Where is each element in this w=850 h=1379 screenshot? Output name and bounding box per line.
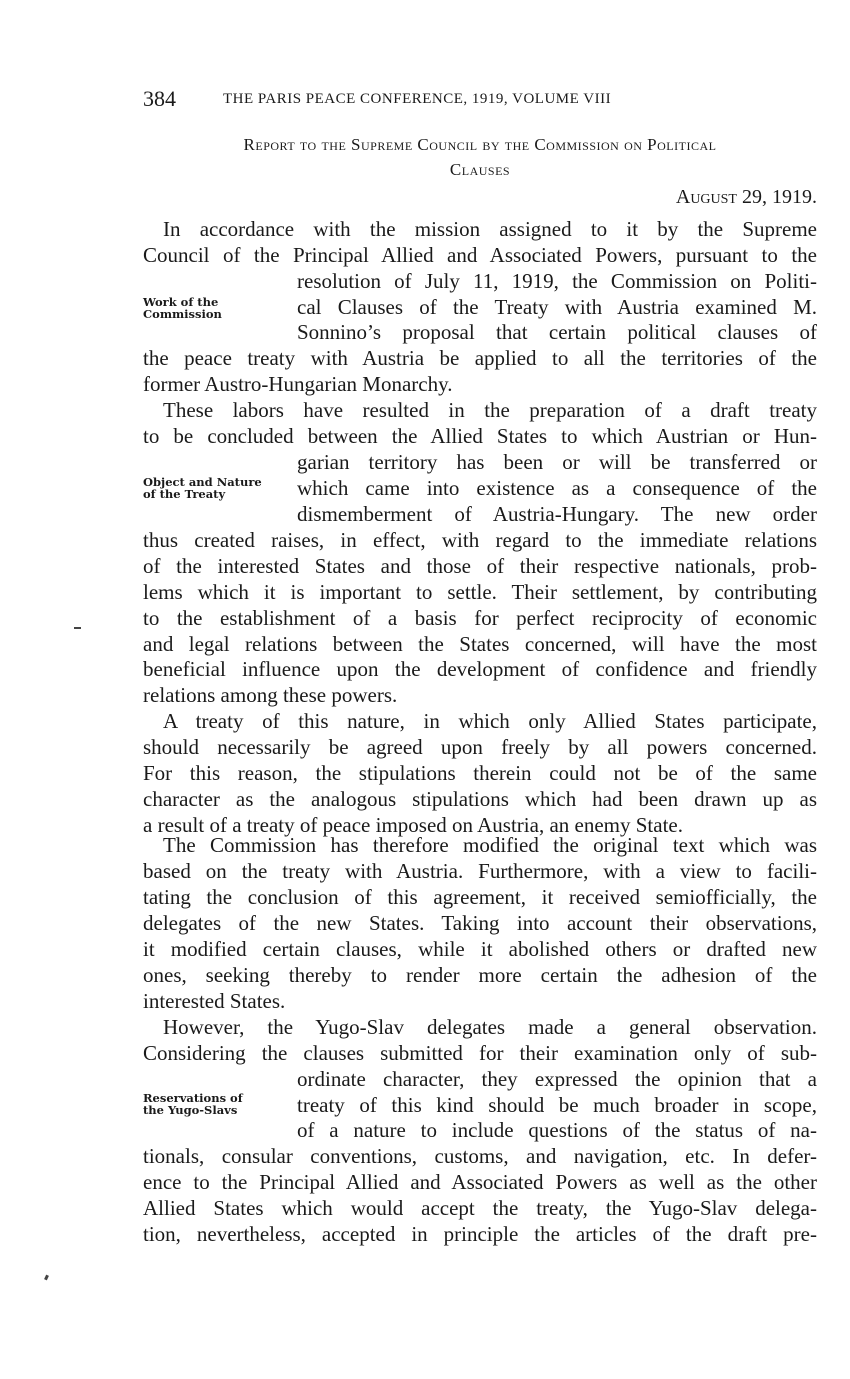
body-line: For this reason, the stipulations therein could not be of the same [143,761,817,785]
body-line: to be concluded between the Allied States to which Austrian or Hun- [143,424,817,448]
body-line: A treaty of this nature, in which only Allied States participate, [163,709,817,733]
body-line: Sonnino’s proposal that certain political clauses of [297,320,817,344]
document-title [143,132,817,182]
body-line: treaty of this kind should be much broader in scope, [297,1093,817,1117]
body-line: Allied States which would accept the treaty, the Yugo-Slav delega- [143,1196,817,1220]
body-line: Council of the Principal Allied and Associated Powers, pursuant to the [143,243,817,267]
body-line: of a nature to include questions of the status of na- [297,1118,817,1142]
body-line: beneficial influence upon the development of confidence and friendly [143,657,817,681]
body-line: to the establishment of a basis for perfect reciprocity of economic [143,606,817,630]
body-line: In accordance with the mission assigned to it by the Supreme [163,217,817,241]
body-line: These labors have resulted in the preparation of a draft treaty [163,398,817,422]
body-line: tating the conclusion of this agreement, it received semiofficially, the [143,885,817,909]
body-line: which came into existence as a consequence of the [297,476,817,500]
body-line: based on the treaty with Austria. Furthermore, with a view to facili- [143,859,817,883]
sidenote-object-and-nature: Object and Nature of the Treaty [143,475,262,501]
body-line: garian territory has been or will be transferred or [297,450,817,474]
body-line: ones, seeking thereby to render more certain the adhesion of the [143,963,817,987]
body-line: it modified certain clauses, while it abolished others or drafted new [143,937,817,961]
body-line: of the interested States and those of their respective nationals, prob- [143,554,817,578]
body-line: thus created raises, in effect, with regard to the immediate relations [143,528,817,552]
scan-speck [74,627,81,629]
body-line: Considering the clauses submitted for their examination only of sub- [143,1041,817,1065]
running-title: THE PARIS PEACE CONFERENCE, 1919, VOLUME VIII [223,91,612,107]
document-title-line-1: Report to the Supreme Council by the Commission on Political [243,135,717,154]
body-line: resolution of July 11, 1919, the Commission on Politi- [297,269,817,293]
running-head [143,86,823,114]
body-line: tion, nevertheless, accepted in principle the articles of the draft pre- [143,1222,817,1246]
body-line: ence to the Principal Allied and Associated Powers as well as the other [143,1170,817,1194]
scan-speck [44,1275,49,1281]
body-line: the peace treaty with Austria be applied to all the territories of the [143,346,817,370]
body-line: cal Clauses of the Treaty with Austria examined M. [297,295,817,319]
body-line: lems which it is important to settle. Their settlement, by contributing [143,580,817,604]
body-line: delegates of the new States. Taking into account their observations, [143,911,817,935]
body-line: tionals, consular conventions, customs, and navigation, etc. In defer- [143,1144,817,1168]
document-date: August 29, 1919. [675,186,817,208]
body-line: should necessarily be agreed upon freely by all powers concerned. [143,735,817,759]
body-line: relations among these powers. [143,683,398,707]
body-line: a result of a treaty of peace imposed on Austria, an enemy State. [143,813,683,837]
body-line: ordinate character, they expressed the opinion that a [297,1067,817,1091]
body-line: dismemberment of Austria-Hungary. The new order [297,502,817,526]
page-number: 384 [143,86,176,111]
body-line: and legal relations between the States concerned, will have the most [143,632,817,656]
sidenote-reservations-yugo-slavs: Reservations of the Yugo-Slavs [143,1091,243,1117]
sidenote-work-of-commission: Work of the Commission [143,295,222,321]
body-line: However, the Yugo-Slav delegates made a general observation. [163,1015,817,1039]
body-line: character as the analogous stipulations which had been drawn up as [143,787,817,811]
body-line: former Austro-Hungarian Monarchy. [143,372,453,396]
body-line: The Commission has therefore modified the original text which was [163,833,817,857]
body-line: interested States. [143,989,286,1013]
document-title-line-2: Clauses [449,160,511,179]
